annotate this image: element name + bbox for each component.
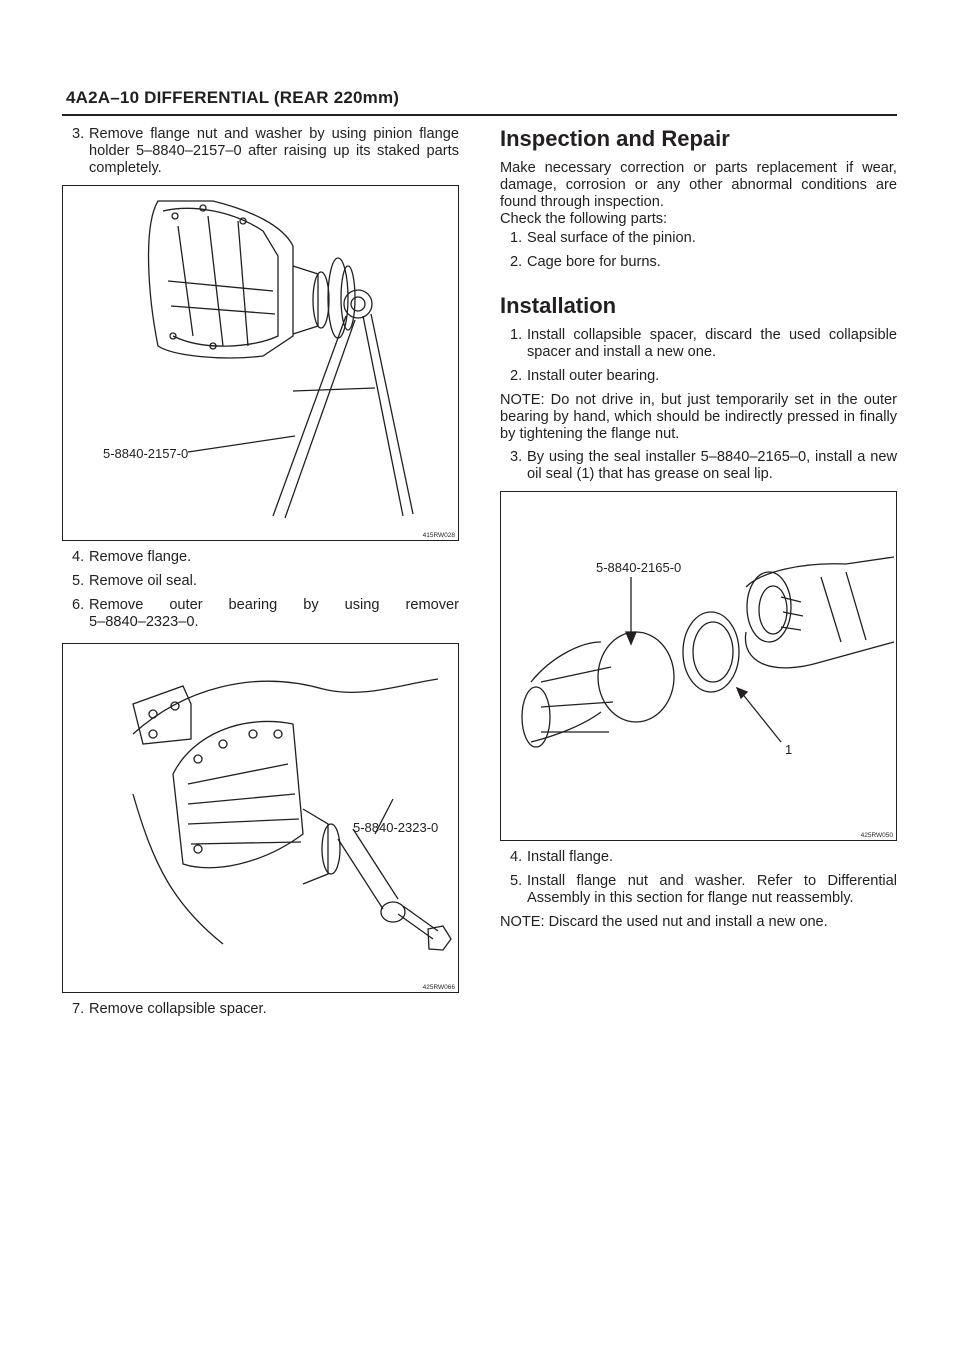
seal-installer-illustration [501,492,896,840]
step-remove-flange: 4. Remove flange. [72,549,192,565]
installation-note-2: NOTE: Discard the used nut and install a new one. [500,914,828,930]
installation-step-2: 2. Install outer bearing. [510,368,660,384]
step-remove-collapsible-spacer: 7. Remove collapsible spacer. [72,1001,267,1017]
figure-bearing-remover [62,643,459,993]
fig2-callout: 5-8840-2323-0 [353,820,439,835]
page-header: 4A2A–10 DIFFERENTIAL (REAR 220mm) [66,88,400,107]
installation-note-1: NOTE: Do not drive in, but just temporarily set in the outer bearing by hand, which should be indirectly pressed in finally by tightening the flange nut. [500,392,897,442]
header-rule [62,114,897,116]
inspection-item-1: 1. Seal surface of the pinion. [510,230,696,246]
step-remove-outer-bearing: 6. Remove outer bearing by using remover 5–8840–2323–0. [72,597,459,630]
inspection-heading: Inspection and Repair [500,126,730,151]
step-remove-oil-seal: 5. Remove oil seal. [72,573,197,589]
step-remove-flange-nut: 3. Remove flange nut and washer by using pinion flange holder 5–8840–2157–0 after raising up its staked parts completely. [72,126,459,176]
figure-seal-installer [500,491,897,841]
fig3-id: 425RW050 [860,832,893,839]
figure-flange-holder [62,185,459,541]
fig2-id: 425RW066 [422,984,455,991]
fig3-callout: 5-8840-2165-0 [596,560,682,575]
inspection-check: Check the following parts: [500,211,668,227]
left-column [62,126,459,1025]
installation-heading: Installation [500,293,617,318]
installation-step-5: 5. Install flange nut and washer. Refer to Differential Assembly in this section for flange nut reassembly. [510,873,897,906]
flange-holder-illustration [63,186,458,540]
right-column [500,126,897,937]
inspection-intro: Make necessary correction or parts replacement if wear, damage, corrosion or any other abnormal conditions are found through inspection. [500,160,897,210]
installation-step-3: 3. By using the seal installer 5–8840–2165–0, install a new oil seal (1) that has grease on seal lip. [510,449,897,482]
fig1-id: 415RW028 [422,532,455,539]
bearing-remover-illustration [63,644,458,992]
fig1-callout: 5-8840-2157-0 [103,446,189,461]
inspection-item-2: 2. Cage bore for burns. [510,254,661,270]
installation-step-1: 1. Install collapsible spacer, discard the used collapsible spacer and install a new one. [510,327,897,360]
fig3-callout-num: 1 [785,742,793,757]
installation-step-4: 4. Install flange. [510,849,613,865]
